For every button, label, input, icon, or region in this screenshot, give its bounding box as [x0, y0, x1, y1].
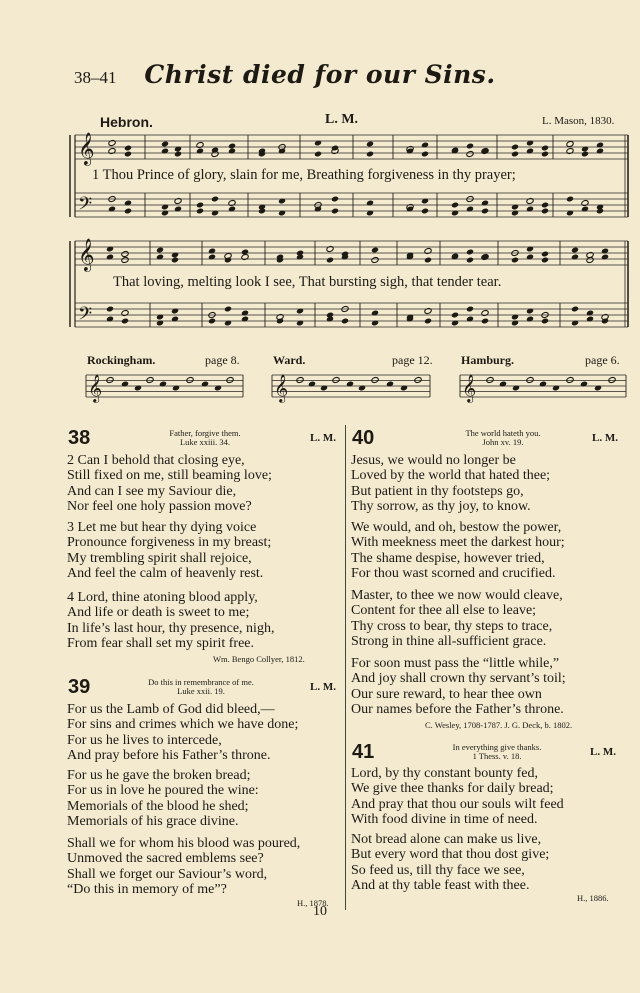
hymn-subtitle-text: Do this in remembrance of me. [148, 677, 254, 687]
verse-line: And at thy table feast with thee. [351, 877, 530, 893]
verse-line: With meekness meet the darkest hour; [351, 535, 565, 551]
page-range: 38–41 [74, 68, 117, 87]
clef-icon: 𝄢 [78, 194, 93, 219]
note-head [366, 151, 374, 158]
note-head [196, 202, 204, 209]
verse-line: 3 Let me but hear thy dying voice [67, 520, 257, 535]
tune-composer: L. Mason, 1830. [542, 115, 615, 127]
note-head [171, 257, 179, 264]
note-head [541, 145, 549, 152]
verse-line: For us the Lamb of God did bleed,— [67, 702, 275, 717]
note-head [541, 151, 549, 158]
note-head [331, 208, 339, 215]
note-head [224, 306, 232, 313]
page-title: Christ died for our Sins. [144, 60, 496, 89]
note-head [124, 145, 132, 152]
verse-line: Not bread alone can make us live, [351, 832, 542, 847]
note-head [106, 306, 114, 313]
note-head [608, 377, 616, 384]
verse-line: But patient in thy footsteps go, [351, 483, 524, 499]
hymn-credit: H., 1886. [577, 893, 609, 903]
verse-line: And pray before his Father’s throne. [67, 747, 271, 763]
verse-line: From fear shall set my spirit free. [67, 635, 255, 651]
note-head [296, 377, 304, 384]
alt-tune-name: Rockingham. [87, 353, 156, 367]
verse-line: Thy sorrow, as thy joy, to know. [351, 498, 531, 514]
note-head [371, 257, 379, 264]
verse-line: Our sure reward, to hear thee own [351, 686, 542, 702]
note-head [466, 306, 474, 313]
hymn-reference: 1 Thess. v. 18. [472, 751, 522, 761]
note-head [341, 318, 349, 325]
verse-line: Shall we for whom his blood was poured, [67, 836, 301, 851]
note-head [571, 306, 579, 313]
note-head [124, 151, 132, 158]
verse-line: We would, and oh, bestow the power, [351, 520, 562, 535]
note-head [421, 208, 429, 215]
note-head [541, 251, 549, 258]
verse-line: Still fixed on me, still beaming love; [67, 468, 272, 484]
verse-line: For thou wast scorned and crucified. [351, 565, 556, 581]
verse-line: Shall we forget our Saviour’s word, [67, 866, 268, 882]
note-head [566, 196, 574, 203]
verse-line: Memorials of his grace divine. [67, 813, 239, 829]
verse-line: 4 Lord, thine atoning blood apply, [67, 590, 258, 605]
verse-line: We give thee thanks for daily bread; [351, 781, 554, 797]
verse-line: Memorials of the blood he shed; [67, 798, 249, 814]
verse-line: For us in love he poured the wine: [67, 783, 259, 799]
verse-line: Loved by the world that hated thee; [351, 468, 551, 484]
clef-icon: 𝄞 [88, 374, 103, 402]
hymn-credit: Wm. Bengo Collyer, 1812. [213, 654, 305, 664]
verse-line: For us he lives to intercede, [67, 732, 222, 748]
note-head [146, 377, 154, 384]
hymn-reference: Luke xxii. 19. [177, 686, 225, 696]
note-head [174, 151, 182, 158]
note-head [326, 257, 334, 264]
note-head [331, 196, 339, 203]
note-head [481, 318, 489, 325]
note-head [228, 143, 236, 150]
verse-line: For soon must pass the “little while,” [351, 656, 560, 671]
hymn-subtitle-text: Father, forgive them. [169, 428, 241, 438]
note-head [124, 208, 132, 215]
note-head [226, 377, 234, 384]
note-head [466, 249, 474, 256]
note-head [211, 196, 219, 203]
note-head [371, 377, 379, 384]
note-head [526, 377, 534, 384]
note-head [486, 377, 494, 384]
note-head [466, 257, 474, 264]
verse-line: And can I see my Saviour die, [67, 483, 237, 499]
tune-lyrics-line1: 1 Thou Prince of glory, slain for me, Breathing forgiveness in thy prayer; [92, 167, 516, 183]
verse-line: Pronounce forgiveness in my breast; [67, 535, 272, 551]
note-head [156, 247, 164, 254]
hymn-subtitle-text: In everything give thanks. [452, 742, 542, 752]
hymn-subtitle [428, 429, 578, 447]
verse-line: And pray that thou our souls wilt feed [351, 796, 564, 812]
hymn-number: 40 [352, 427, 375, 449]
hymn-credit: C. Wesley, 1708-1787. J. G. Deck, b. 1802. [425, 720, 573, 730]
note-head [571, 247, 579, 254]
verse-line: Unmoved the sacred emblems see? [67, 851, 264, 867]
alt-tune-name: Hamburg. [461, 353, 515, 367]
verse-line: So feed us, till thy face we see, [351, 862, 525, 878]
verse-line: And joy shall crown thy servant’s toil; [351, 671, 566, 687]
clef-icon: 𝄞 [274, 374, 289, 402]
verse-line: “Do this in memory of me”? [67, 881, 227, 897]
verse-line: 2 Can I behold that closing eye, [67, 453, 245, 468]
alt-tune-page: page 8. [205, 353, 240, 367]
hymn-number: 39 [68, 676, 91, 698]
verse-line: For sins and crimes which we have done; [67, 717, 299, 733]
note-head [541, 318, 549, 325]
note-head [566, 141, 574, 148]
verse-line: And feel the calm of heavenly rest. [67, 565, 264, 581]
note-head [371, 247, 379, 254]
note-head [121, 318, 129, 325]
clef-icon: 𝄞 [462, 374, 477, 402]
note-head [414, 377, 422, 384]
verse-line: For us he gave the broken bread; [67, 768, 251, 783]
verse-line: Our names before the Father’s throne. [351, 701, 564, 717]
alt-tune-page: page 12. [392, 353, 433, 367]
note-head [186, 377, 194, 384]
alt-tune-name: Ward. [273, 353, 306, 367]
hymn-number: 41 [352, 741, 375, 763]
hymn-subtitle [422, 743, 572, 761]
note-head [121, 257, 129, 264]
verse-line: Lord, by thy constant bounty fed, [351, 766, 539, 781]
note-head [421, 151, 429, 158]
hymn-meter: L. M. [310, 681, 336, 693]
note-head [451, 312, 459, 319]
note-head [424, 318, 432, 325]
clef-icon: 𝄞 [78, 132, 95, 165]
note-head [511, 144, 519, 151]
note-head [541, 208, 549, 215]
verse-line: My trembling spirit shall rejoice, [67, 550, 252, 566]
hymn-meter: L. M. [590, 746, 616, 758]
note-head [466, 143, 474, 150]
hymn-subtitle [130, 429, 280, 447]
hymn-credit: H., 1878. [297, 898, 329, 908]
tune-meter: L. M. [325, 112, 359, 127]
verse-line: Master, to thee we now would cleave, [351, 588, 563, 603]
note-head [511, 151, 519, 158]
hymn-number: 38 [68, 427, 91, 449]
clef-icon: 𝄢 [78, 304, 93, 329]
verse-line: And life or death is sweet to me; [67, 605, 250, 621]
note-head [208, 318, 216, 325]
note-head [481, 208, 489, 215]
verse-line: The shame despise, however tried, [351, 550, 545, 566]
verse-line: With food divine in time of need. [351, 811, 538, 827]
note-head [314, 151, 322, 158]
tune-name: Hebron. [100, 114, 153, 130]
alt-tune-page: page 6. [585, 353, 620, 367]
note-head [581, 151, 589, 158]
note-head [161, 141, 169, 148]
verse-line: But every word that thou dost give; [351, 847, 550, 863]
note-head [121, 251, 129, 258]
verse-line: Nor feel one holy passion move? [67, 498, 252, 514]
folio-number: 10 [313, 904, 327, 919]
hymn-subtitle [126, 678, 276, 696]
hymn-reference: John xv. 19. [482, 437, 524, 447]
verse-line: Jesus, we would no longer be [351, 453, 516, 468]
note-head [366, 141, 374, 148]
note-head [511, 257, 519, 264]
note-head [466, 151, 474, 158]
hymn-meter: L. M. [310, 432, 336, 444]
hymn-subtitle-text: The world hateth you. [465, 428, 541, 438]
verse-line: In life’s last hour, thy presence, nigh, [67, 620, 275, 636]
verse-line: Strong in thine all-sufficient grace. [351, 633, 547, 649]
note-head [541, 202, 549, 209]
hymn-meter: L. M. [592, 432, 618, 444]
note-head [196, 208, 204, 215]
note-head [106, 377, 114, 384]
note-head [332, 377, 340, 384]
tune-lyrics-line2: That loving, melting look I see, That bursting sigh, that tender tear. [113, 274, 502, 290]
verse-line: Content for thee all else to leave; [351, 603, 537, 619]
hymn-reference: Luke xxiii. 34. [179, 437, 231, 447]
clef-icon: 𝄞 [78, 238, 95, 271]
column-divider [345, 425, 346, 910]
note-head [566, 377, 574, 384]
verse-line: Thy cross to bear, thy steps to trace, [351, 618, 553, 634]
note-head [541, 257, 549, 264]
note-head [451, 202, 459, 209]
note-head [424, 257, 432, 264]
